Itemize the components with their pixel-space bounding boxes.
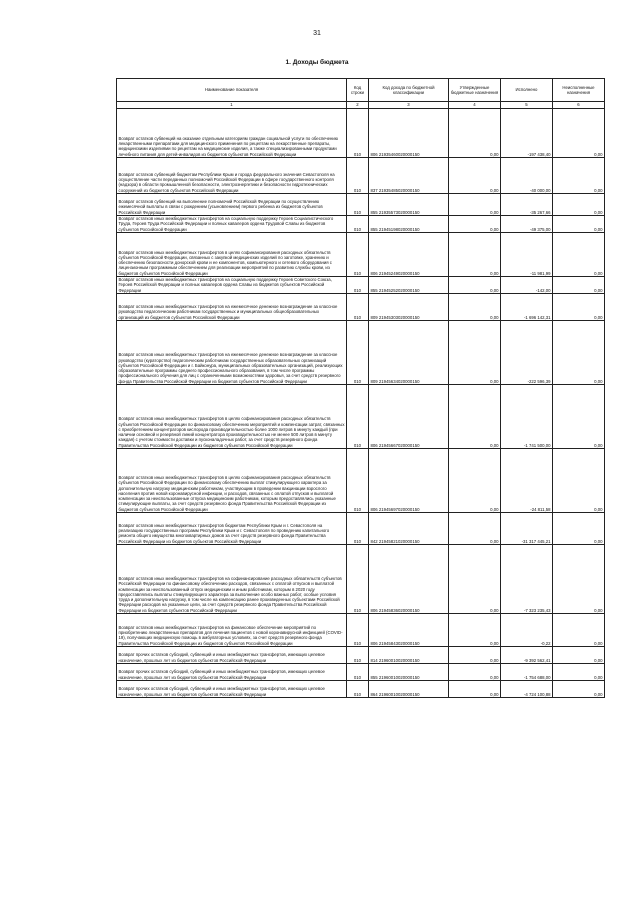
table-row xyxy=(117,647,605,664)
table-row xyxy=(117,321,605,385)
header-income-code: Код дохода по бюджетной классификации xyxy=(369,79,449,102)
row-line-code: 010 xyxy=(347,614,369,647)
row-unexecuted: 0,00 xyxy=(553,294,605,321)
row-approved: 0,00 xyxy=(449,513,501,545)
row-income-code: 806 21945667020000150 xyxy=(369,385,449,449)
row-line-code: 010 xyxy=(347,321,369,385)
row-name: Возврат остатков субвенций на выполнение полномочий Российской Федерации по осуществлению ежемесячной выплаты в связи с рождением (усыновлением) первого ребенка из бюджетов субъектов Российской Федерации xyxy=(117,194,347,216)
table-row xyxy=(117,614,605,647)
table-row xyxy=(117,233,605,277)
row-unexecuted: 0,00 xyxy=(553,277,605,294)
row-executed: -40 000,00 xyxy=(501,158,553,194)
row-executed: -1 696 142,31 xyxy=(501,294,553,321)
row-approved: 0,00 xyxy=(449,233,501,277)
row-income-code: 855 21945252020000150 xyxy=(369,277,449,294)
row-unexecuted: 0,00 xyxy=(553,109,605,158)
row-unexecuted: 0,00 xyxy=(553,385,605,449)
row-name: Возврат остатков иных межбюджетных трансфертов на ежемесячное денежное вознаграждение за классное руководство педагогическим работникам государственных и муниципальных общеобразовательных организаций из бюджетов субъектов Российской Федерации xyxy=(117,294,347,321)
row-line-code: 010 xyxy=(347,109,369,158)
row-approved: 0,00 xyxy=(449,194,501,216)
header-approved: Утвержденные бюджетные назначения xyxy=(449,79,501,102)
row-line-code: 010 xyxy=(347,647,369,664)
row-name: Возврат остатков иных межбюджетных трансфертов бюджетам Республики Крым и г. Севастополя на реализацию государственных программ Республики Крым и г. Севастополя по проведению капитального ремонта общего имущества многоквартирных домов за счет средств резервного фонда Правительства Российской Федерации из бюджетов субъектов Российской Федерации xyxy=(117,513,347,545)
row-income-code: 837 21935485020000150 xyxy=(369,158,449,194)
row-line-code: 010 xyxy=(347,385,369,449)
header-executed: Исполнено xyxy=(501,79,553,102)
header-unexecuted: Неисполненные назначения xyxy=(553,79,605,102)
row-executed: -49 375,00 xyxy=(501,216,553,233)
table-row xyxy=(117,109,605,158)
row-line-code: 010 xyxy=(347,158,369,194)
row-unexecuted: 0,00 xyxy=(553,545,605,614)
row-income-code: 842 21945821020000150 xyxy=(369,513,449,545)
row-executed: -1 741 500,00 xyxy=(501,385,553,449)
row-name: Возврат остатков субвенций на оказание отдельным категориям граждан социальной услуги по обеспечению лекарственными препаратами для медицинского применения по рецептам на лекарственные препараты, медицинскими изделиями по рецептам на медицинские изделия, а также специализированными продуктами лечебного питания для детей-инвалидов из бюджетов субъектов Российской Федерации xyxy=(117,109,347,158)
row-line-code: 010 xyxy=(347,513,369,545)
row-line-code: 010 xyxy=(347,216,369,233)
row-executed: -9 392 562,41 xyxy=(501,647,553,664)
table-row xyxy=(117,294,605,321)
row-name: Возврат прочих остатков субсидий, субвенций и иных межбюджетных трансфертов, имеющих целевое назначение, прошлых лет из бюджетов субъектов Российской Федерации xyxy=(117,681,347,698)
header-line-code: Код строки xyxy=(347,79,369,102)
page-number: 31 xyxy=(313,30,321,37)
row-unexecuted: 0,00 xyxy=(553,449,605,513)
row-name: Возврат остатков иных межбюджетных трансфертов на социальную поддержку Героев Социалистического Труда, Героев Труда Российской Федерации и полных кавалеров ордена Трудовой Славы из бюджетов субъектов Российской Федерации xyxy=(117,216,347,233)
row-income-code: 855 21935573020000150 xyxy=(369,194,449,216)
row-executed: -222 596,39 xyxy=(501,321,553,385)
table-row xyxy=(117,545,605,614)
row-unexecuted: 0,00 xyxy=(553,233,605,277)
row-name: Возврат прочих остатков субсидий, субвенций и иных межбюджетных трансфертов, имеющих целевое назначение, прошлых лет из бюджетов субъектов Российской Федерации xyxy=(117,647,347,664)
row-income-code: 855 21945198020000150 xyxy=(369,216,449,233)
column-number: 5 xyxy=(501,102,553,109)
row-approved: 0,00 xyxy=(449,277,501,294)
table-row xyxy=(117,513,605,545)
row-name: Возврат остатков иных межбюджетных трансфертов на финансовое обеспечение мероприятий по приобретению лекарственных препаратов для лечения пациентов с новой коронавирусной инфекцией (COVID-19), получающих медицинскую помощь в амбулаторных условиях, за счет средств резервного фонда Правительства Российской Федерации из бюджетов субъектов Российской Федерации xyxy=(117,614,347,647)
row-executed: -31 317 445,21 xyxy=(501,513,553,545)
row-income-code: 809 21945634020000150 xyxy=(369,321,449,385)
table-row xyxy=(117,216,605,233)
row-income-code: 806 21945249020000150 xyxy=(369,233,449,277)
row-income-code: 806 21945836020000150 xyxy=(369,545,449,614)
column-number-row xyxy=(117,102,605,109)
row-approved: 0,00 xyxy=(449,385,501,449)
row-executed: -4 724 100,88 xyxy=(501,681,553,698)
row-income-code: 864 21960010020000150 xyxy=(369,681,449,698)
row-approved: 0,00 xyxy=(449,614,501,647)
row-approved: 0,00 xyxy=(449,545,501,614)
row-income-code: 806 21935460020000150 xyxy=(369,109,449,158)
row-approved: 0,00 xyxy=(449,449,501,513)
column-number: 2 xyxy=(347,102,369,109)
row-line-code: 010 xyxy=(347,449,369,513)
table-row xyxy=(117,664,605,681)
table-row xyxy=(117,158,605,194)
row-name: Возврат остатков субвенций бюджетам Республики Крым и города федерального значения Севастополя на осуществление части переданных полномочий Российской Федерации в сфере государственного контроля (надзора) в области промышленной безопасности, электроэнергетики и безопасности гидротехнических сооружений из бюджетов субъектов Российской Федерации xyxy=(117,158,347,194)
row-unexecuted: 0,00 xyxy=(553,647,605,664)
row-approved: 0,00 xyxy=(449,664,501,681)
table-row xyxy=(117,385,605,449)
income-table xyxy=(116,78,605,698)
row-approved: 0,00 xyxy=(449,109,501,158)
row-name: Возврат прочих остатков субсидий, субвенций и иных межбюджетных трансфертов, имеющих целевое назначение, прошлых лет из бюджетов субъектов Российской Федерации xyxy=(117,664,347,681)
row-line-code: 010 xyxy=(347,194,369,216)
row-unexecuted: 0,00 xyxy=(553,321,605,385)
row-income-code: 855 21960010020000150 xyxy=(369,664,449,681)
row-approved: 0,00 xyxy=(449,216,501,233)
row-income-code: 806 21945697020000150 xyxy=(369,449,449,513)
table-body xyxy=(117,102,605,698)
row-name: Возврат остатков иных межбюджетных трансфертов на ежемесячное денежное вознаграждение за классное руководство (кураторство) педагогическим работникам государственных образовательных организаций субъектов Российской Федерации и г. Байконура, муниципальных образовательных организаций, реализующих образовательные программы среднего профессионального образования, в том числе программы профессионального обучения для лиц с ограниченными возможностями здоровья, за счет средств резервного фонда Правительства Российской Федерации из бюджетов субъектов Российской Федерации xyxy=(117,321,347,385)
row-line-code: 010 xyxy=(347,681,369,698)
row-executed: -11 981,99 xyxy=(501,233,553,277)
row-unexecuted: 0,00 xyxy=(553,681,605,698)
row-name: Возврат остатков иных межбюджетных трансфертов в целях софинансирования расходных обязательств субъектов Российской Федерации, связанных с закупкой медицинских изделий по заготовке, хранению и обеспечению безопасности донорской крови и ее компонентов, компьютерного и сетевого оборудования с лицензионным программным обеспечением для реализации мероприятий по развитию службы крови, из бюджетов субъектов Российской Федерации xyxy=(117,233,347,277)
row-executed: -24 811,58 xyxy=(501,449,553,513)
row-unexecuted: 0,00 xyxy=(553,216,605,233)
column-number: 6 xyxy=(553,102,605,109)
row-executed: -142,00 xyxy=(501,277,553,294)
row-name: Возврат остатков иных межбюджетных трансфертов в целях софинансирования расходных обязательств субъектов Российской Федерации по финансовому обеспечению выплат стимулирующего характера за дополнительную нагрузку медицинским работникам, участвующим в проведении вакцинации взрослого населения против новой коронавирусной инфекции, и расходов, связанных с оплатой отпусков и выплатой компенсации за неиспользованные отпуска медицинским работникам, которым предоставлялись указанные стимулирующие выплаты, за счет средств резервного фонда Правительства Российской Федерации из бюджетов субъектов Российской Федерации xyxy=(117,449,347,513)
table-row xyxy=(117,449,605,513)
row-executed: -197 438,40 xyxy=(501,109,553,158)
row-executed: -0,22 xyxy=(501,614,553,647)
section-title: 1. Доходы бюджета xyxy=(285,59,349,66)
column-number: 3 xyxy=(369,102,449,109)
row-line-code: 010 xyxy=(347,233,369,277)
row-unexecuted: 0,00 xyxy=(553,614,605,647)
table-row xyxy=(117,277,605,294)
row-name: Возврат остатков иных межбюджетных трансфертов в целях софинансирования расходных обязательств субъектов Российской Федерации по финансовому обеспечению мероприятий и компенсации затрат, связанных с приобретением концентраторов кислорода производительностью более 1000 литров в минуту каждый (при наличии основной и резервной линий концентратора производительностью не менее 500 литров в минуту каждая) с учетом стоимости доставки и пусконаладочных работ, за счет средств резервного фонда Правительства Российской Федерации из бюджетов субъектов Российской Федерации xyxy=(117,385,347,449)
row-unexecuted: 0,00 xyxy=(553,664,605,681)
row-line-code: 010 xyxy=(347,664,369,681)
header-name: Наименование показателя xyxy=(117,79,347,102)
row-line-code: 010 xyxy=(347,545,369,614)
row-approved: 0,00 xyxy=(449,681,501,698)
row-income-code: 806 21945843020000150 xyxy=(369,614,449,647)
row-approved: 0,00 xyxy=(449,158,501,194)
column-number: 1 xyxy=(117,102,347,109)
row-unexecuted: 0,00 xyxy=(553,158,605,194)
table-row xyxy=(117,681,605,698)
row-approved: 0,00 xyxy=(449,321,501,385)
table-row xyxy=(117,194,605,216)
row-income-code: 814 21960010020000150 xyxy=(369,647,449,664)
row-executed: -1 754 688,00 xyxy=(501,664,553,681)
row-unexecuted: 0,00 xyxy=(553,513,605,545)
row-unexecuted: 0,00 xyxy=(553,194,605,216)
row-line-code: 010 xyxy=(347,294,369,321)
row-executed: -35 267,66 xyxy=(501,194,553,216)
table-header xyxy=(117,79,605,102)
column-number: 4 xyxy=(449,102,501,109)
row-line-code: 010 xyxy=(347,277,369,294)
row-approved: 0,00 xyxy=(449,294,501,321)
row-name: Возврат остатков иных межбюджетных трансфертов на социальную поддержку Героев Советского Союза, Героев Российской Федерации и полных кавалеров ордена Славы из бюджетов субъектов Российской Федерации xyxy=(117,277,347,294)
row-approved: 0,00 xyxy=(449,647,501,664)
row-income-code: 809 21945303020000150 xyxy=(369,294,449,321)
row-name: Возврат остатков иных межбюджетных трансфертов на софинансирование расходных обязательств субъектов Российской Федерации по финансовому обеспечению расходов, связанных с оплатой отпусков и выплатой компенсации за неиспользованный отпуск медицинским и иным работникам, которым в 2020 году предоставлялись выплаты стимулирующего характера за выполнение особо важных работ, особые условия труда и дополнительную нагрузку, в том числе на компенсацию ранее произведенных субъектами Российской Федерации расходов на указанные цели, за счет средств резервного фонда Правительства Российской Федерации из бюджетов субъектов Российской Федерации xyxy=(117,545,347,614)
row-executed: -7 323 235,43 xyxy=(501,545,553,614)
